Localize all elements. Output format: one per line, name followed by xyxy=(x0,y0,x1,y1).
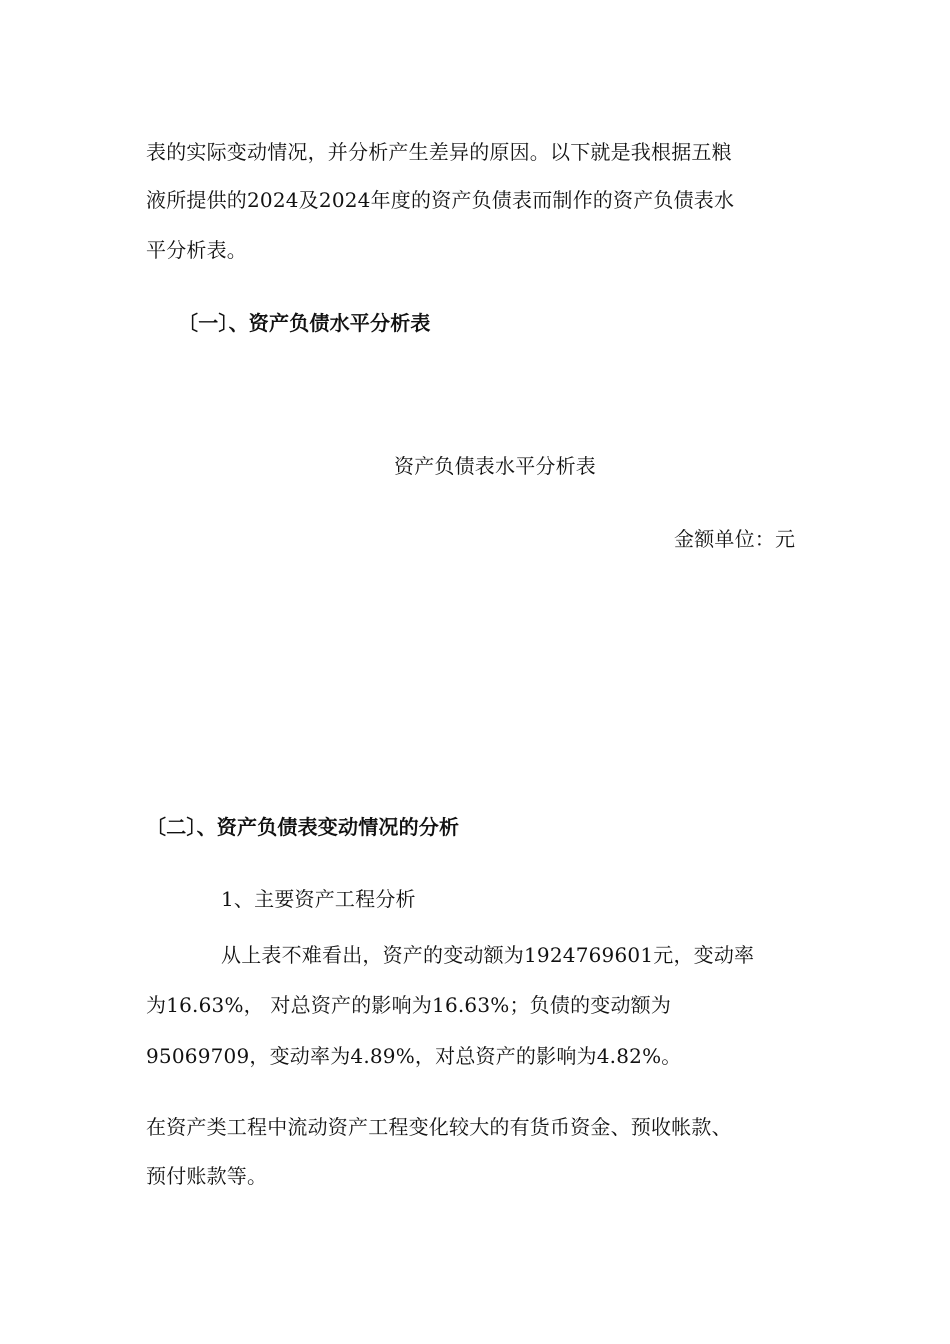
table-title: 资产负债表水平分析表 xyxy=(394,454,596,478)
analysis-para-2-line-1: 在资产类工程中流动资产工程变化较大的有货币资金、预收帐款、 xyxy=(146,1115,732,1139)
intro-line-3: 平分析表。 xyxy=(146,238,247,262)
table-unit-label: 金额单位：元 xyxy=(674,527,796,551)
intro-line-1: 表的实际变动情况，并分析产生差异的原因。以下就是我根据五粮 xyxy=(146,140,732,164)
section-1-heading: 〔一〕、资产负债水平分析表 xyxy=(178,311,431,335)
section-2-heading: 〔二〕、资产负债表变动情况的分析 xyxy=(146,815,460,839)
analysis-para-1-line-2: 为16.63%， 对总资产的影响为16.63%；负债的变动额为 xyxy=(146,993,672,1017)
intro-line-2: 液所提供的2024及2024年度的资产负债表而制作的资产负债表水 xyxy=(146,188,735,212)
analysis-para-1-line-3: 95069709，变动率为4.89%，对总资产的影响为4.82%。 xyxy=(146,1044,682,1068)
analysis-para-2-line-2: 预付账款等。 xyxy=(146,1164,268,1188)
analysis-para-1-line-1: 从上表不难看出，资产的变动额为1924769601元，变动率 xyxy=(221,943,755,967)
section-2-subheading: 1、主要资产工程分析 xyxy=(221,887,416,911)
